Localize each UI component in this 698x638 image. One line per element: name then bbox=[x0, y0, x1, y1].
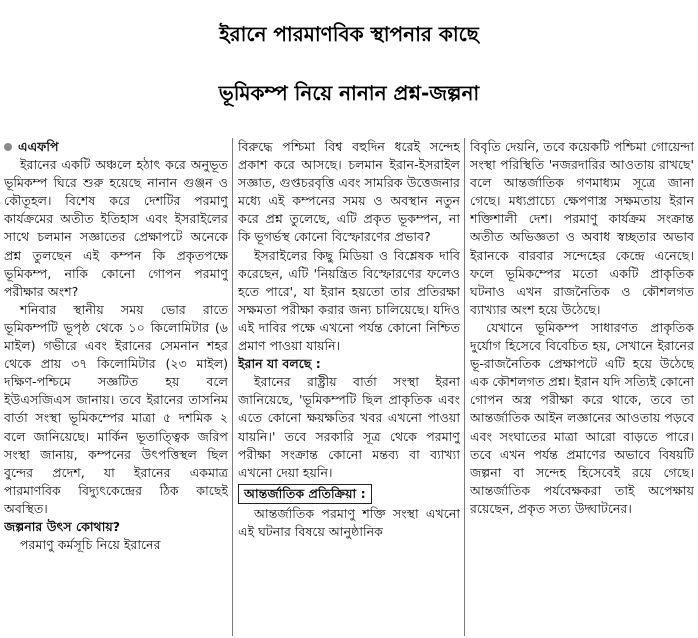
subheading: ইরান যা বলছে : bbox=[238, 356, 321, 372]
paragraph: বিবৃতি দেয়নি, তবে কয়েকটি পশ্চিমা গোয়েন্দা সংস্থা পরিস্থিতি 'নজরদারির আওতায় রাখছে' বলে আন্তর্জাতিক গণমাধ্যম সূত্রে জানা গেছে। মধ্যপ্রাচ্যে ক্ষেপণাস্ত্র সক্ষমতায় ইরান শক্তিশালী দেশ। পরমাণু কার্যক্রম সংক্রান্ত অতীত অভিজ্ঞতা ও অবাধ স্বচ্ছতার অভাব ইরানকে বারবার সন্দেহের কেন্দ্রে এনেছে। ফলে ভূমিকম্পের মতো একটি প্রাকৃতিক ঘটনাও এখন রাজনৈতিক ও কৌশলগত ব্যাখ্যার অংশ হয়ে উঠেছে। bbox=[470, 139, 694, 317]
paragraph: ইসরাইলের কিছু মিডিয়া ও বিশ্লেষক দাবি করেছেন, এটি 'নিয়ন্ত্রিত বিস্ফোরণের ফলেও হতে পারে', যা ইরান হয়তো তার প্রতিরক্ষা সক্ষমতা পরীক্ষা করার জন্য চালিয়েছে। যদিও এই দাবির পক্ষে এখনো পর্যন্ত কোনো নিশ্চিত প্রমাণ পাওয়া যায়নি। bbox=[238, 247, 460, 354]
paragraph: ইরানের রাষ্ট্রীয় বার্তা সংস্থা ইরনা জানিয়েছে, 'ভূমিকম্পটি ছিল প্রাকৃতিক এবং এতে কোনো ক্ষয়ক্ষতির খবর এখনো পাওয়া যায়নি।' তবে সরকারি সূত্র থেকে পরমাণু পরীক্ষা সংক্রান্ত কোনো মন্তব্য বা ব্যাখ্যা এখনো দেয়া হয়নি। bbox=[238, 374, 460, 480]
headline-line-1: ইরানে পারমাণবিক স্থাপনার কাছে bbox=[219, 22, 479, 46]
column-divider-1 bbox=[232, 138, 233, 636]
paragraph: আন্তর্জাতিক পরমাণু শক্তি সংস্থা এখনো এই ঘটনার বিষয়ে আনুষ্ঠানিক bbox=[238, 505, 460, 539]
paragraph: বিরুদ্ধে পশ্চিমা বিশ্ব বহুদিন ধরেই সন্দেহ প্রকাশ করে আসছে। চলমান ইরান-ইসরাইল সজ্ঞাত, গুপ্তচরবৃত্তি এবং সামরিক উত্তেজনার মধ্যে এই কম্পনের সময় ও অবস্থান নতুন করে প্রশ্ন তুলেছে, এটি প্রকৃত ভূকম্পন, না কি ভূগর্ভস্থ কোনো বিস্ফোরণের প্রভাব? bbox=[238, 139, 460, 245]
paragraph: পরমাণু কর্মসূচি নিয়ে ইরানের bbox=[20, 537, 161, 553]
subheading: জল্পনার উৎস কোথায়? bbox=[4, 518, 121, 534]
column-divider-2 bbox=[464, 138, 465, 636]
column-1 bbox=[4, 138, 228, 636]
column-3 bbox=[470, 138, 694, 636]
boxed-subheading: আন্তর্জাতিক প্রতিক্রিয়া : bbox=[238, 484, 372, 504]
bullet-dot-icon bbox=[4, 143, 12, 151]
headline bbox=[0, 0, 698, 128]
headline-line-2: ভূমিকম্প নিয়ে নানান প্রশ্ন-জল্পনা bbox=[218, 81, 480, 105]
byline-text: এএফপি bbox=[18, 139, 59, 154]
paragraph: শনিবার স্থানীয় সময় ভোর রাতে ভূমিকম্পটি ভূপৃষ্ঠ থেকে ১০ কিলোমিটার (৬ মাইল) গভীরে এবং ইরানের সেমনান শহর থেকে প্রায় ৩৭ কিলোমিটার (২৩ মাইল) দক্ষিণ-পশ্চিমে সজ্ঞটিত হয় বলে ইউএসজিএস জানায়। তবে ইরানের তাসনিম বার্তা সংস্থা ভূমিকম্পের মাত্রা ৫ দশমিক ২ বলে জানিয়েছে। মার্কিন ভূতাত্ত্বিক জরিপ সংস্থা জানায়, কম্পনের উৎপত্তিস্থল ছিল বুন্দের প্রদেশ, যা ইরানের একমাত্র পারমাণবিক বিদ্যুৎকেন্দ্রের ঠিক কাছেই অবস্থিত। bbox=[4, 301, 228, 516]
byline bbox=[4, 138, 228, 156]
paragraph: ইরানের একটি অঞ্চলে হঠাৎ করে অনুভূত ভূমিকম্প ঘিরে শুরু হয়েছে নানান গুঞ্জন ও কৌতূহল। বিশেষ করে দেশটির পরমাণু কার্যক্রমের অতীত ইতিহাস এবং ইসরাইলের সাথে চলমান সজ্ঞাতের প্রেক্ষাপটে অনেকে প্রশ্ন তুলছেন এই কম্পন কি প্রকৃতপক্ষে ভূমিকম্প, নাকি কোনো গোপন পরমাণু পরীক্ষার অংশ? bbox=[4, 157, 228, 299]
paragraph: যেখানে ভূমিকম্প সাধারণত প্রাকৃতিক দুর্যোগ হিসেবে বিবেচিত হয়, সেখানে ইরানের ভূ-রাজনৈতিক প্রেক্ষাপটে এটি হয়ে উঠেছে এক কৌশলগত প্রশ্ন। ইরান যদি সত্যিই কোনো গোপন অস্ত্র পরীক্ষা করে থাকে, তবে তা আন্তর্জাতিক আইন লজ্ঞানের আওতায় পড়বে এবং সংঘাতের মাত্রা আরো বাড়তে পারে। তবে এখন পর্যন্ত প্রমাণের অভাবে বিষয়টি জল্পনা বা সন্দেহ হিসেবেই রয়ে গেছে। আন্তর্জাতিক পর্যবেক্ষকরা তাই অপেক্ষায় রয়েছেন, প্রকৃত সত্য উদ্ঘাটনের। bbox=[470, 319, 694, 516]
column-2 bbox=[238, 138, 460, 636]
